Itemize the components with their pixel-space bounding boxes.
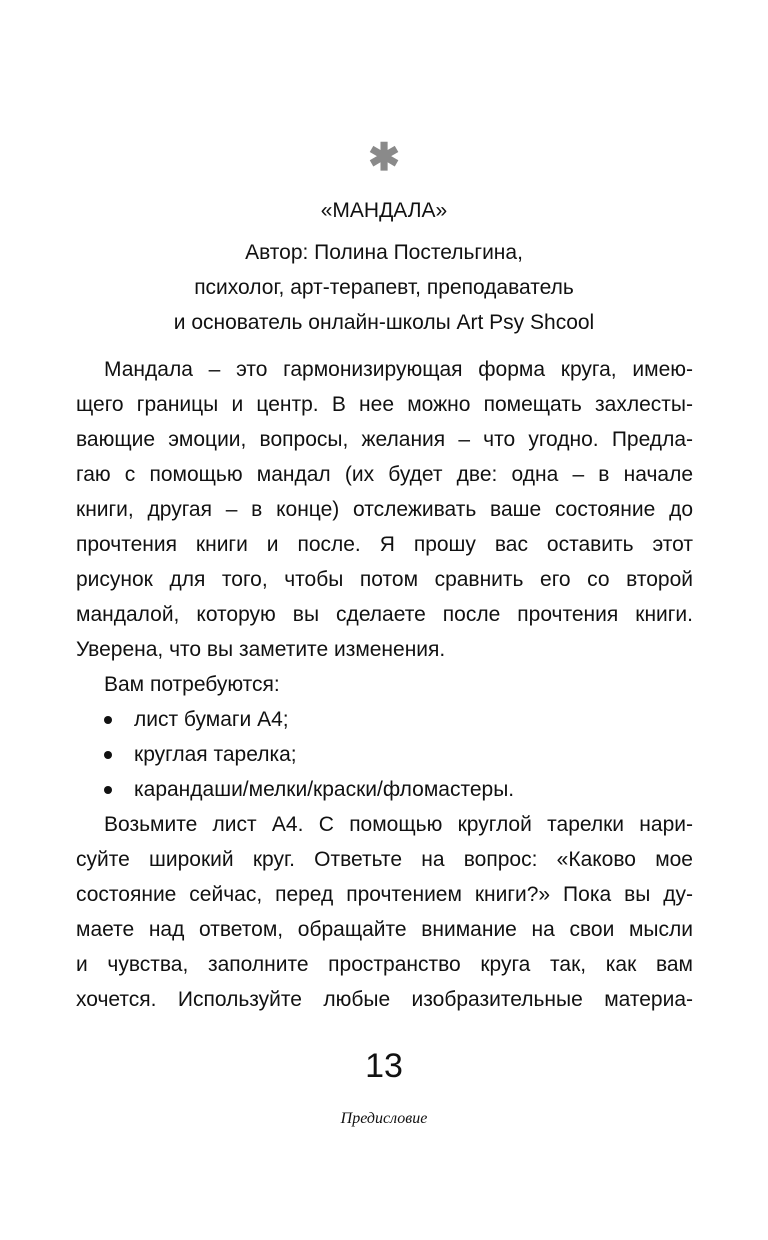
list-item [104,741,721,769]
bullet-icon [104,751,112,759]
text-line: хочется. Используйте любые изобразительные материа- [76,988,693,1011]
text-line: Возьмите лист А4. С помощью круглой тарелки нари- [104,813,693,836]
author-line: психолог, арт-терапевт, преподаватель [194,276,574,299]
text-line: книги, другая – в конце) отслеживать ваше состояние до [76,498,693,521]
running-footer: Предисловие [340,1110,428,1127]
text-line: состояние сейчас, перед прочтением книги?» Пока вы ду- [76,883,693,906]
text-line: вающие эмоции, вопросы, желания – что угодно. Предла- [76,428,693,451]
bullet-icon [104,716,112,724]
list-item [104,706,721,734]
text-line: суйте широкий круг. Ответьте на вопрос: «Каково мое [76,848,693,871]
author-line: и основатель онлайн-школы Art Psy Shcool [173,311,595,334]
list-item-text: карандаши/мелки/краски/фломастеры. [134,778,515,801]
author-line: Автор: Полина Постельгина, [245,241,523,264]
text-line: Мандала – это гармонизирующая форма круга, имею- [104,358,693,381]
text-line: рисунок для того, чтобы потом сравнить его со второй [76,568,693,591]
text-line: маете над ответом, обращайте внимание на свои мысли [76,918,693,941]
list-item-text: лист бумаги А4; [134,708,289,731]
text-line: мандалой, которую вы сделаете после прочтения книги. [76,603,693,626]
text-line: и чувства, заполните пространство круга так, как вам [76,953,693,976]
text-line: щего границы и центр. В нее можно помещать захлесты- [76,393,693,416]
section-title: «МАНДАЛА» [320,199,448,222]
text-line: прочтения книги и после. Я прошу вас оставить этот [76,533,693,556]
text-line: гаю с помощью мандал (их будет две: одна – в начале [76,463,693,486]
bullet-icon [104,786,112,794]
page-number: 13 [365,1047,403,1085]
text-line: Уверена, что вы заметите изменения. [76,638,446,661]
asterisk-ornament-icon: ✱ [368,137,400,179]
list-item [104,776,721,804]
list-intro: Вам потребуются: [104,673,280,696]
list-item-text: круглая тарелка; [134,743,297,766]
